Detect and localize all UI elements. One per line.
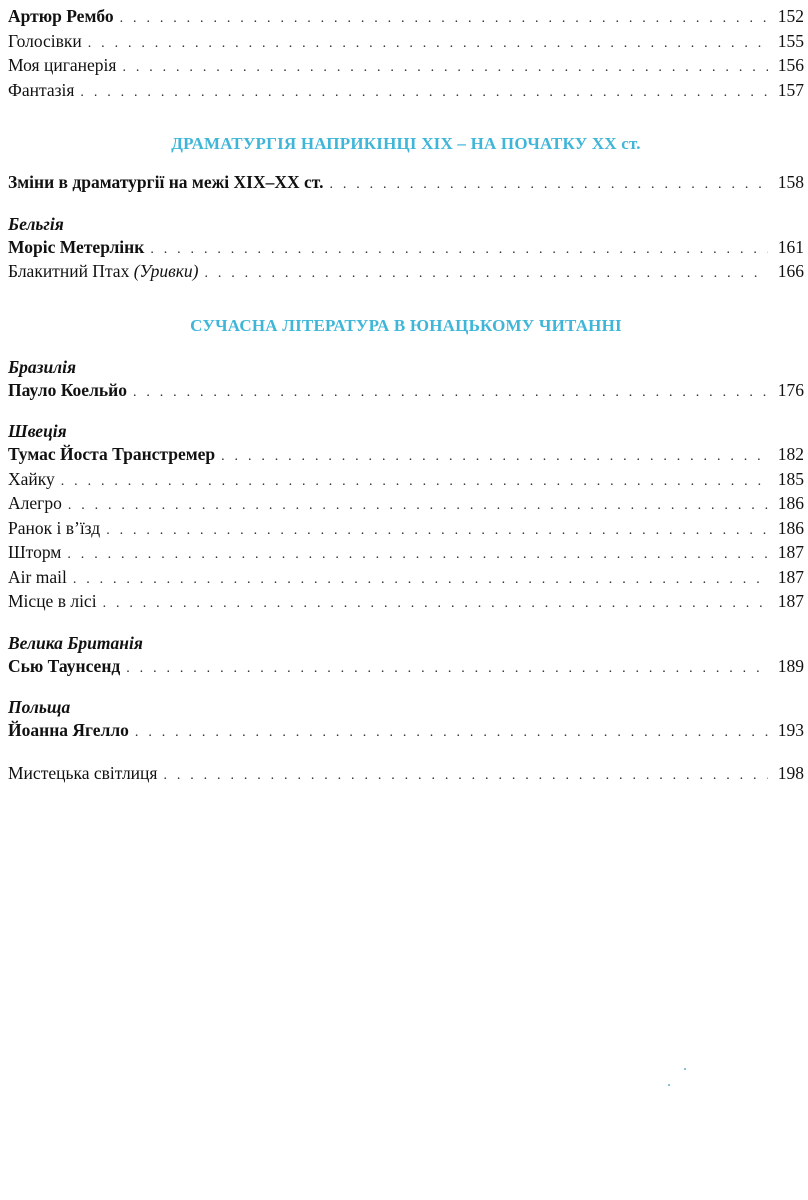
section-heading-drama: ДРАМАТУРГІЯ НАПРИКІНЦІ XIX – НА ПОЧАТКУ XX ст.: [171, 134, 641, 153]
toc-page-number: 189: [777, 655, 804, 676]
toc-entry-title: Мистецька світлиця: [8, 762, 158, 783]
dot-leader: [73, 568, 768, 593]
toc-entry-work[interactable]: [8, 467, 804, 492]
toc-entry-title: [8, 259, 198, 284]
dot-leader: [204, 262, 768, 287]
toc-entry-work[interactable]: [8, 565, 804, 590]
toc-page-number: 158: [777, 172, 804, 192]
dot-leader: [126, 657, 768, 682]
country-heading: Велика Британія: [8, 632, 143, 653]
toc-entry-title: Шторм: [8, 542, 62, 562]
country-heading: Польща: [8, 697, 71, 717]
toc-entry-author[interactable]: [8, 654, 804, 679]
toc-entry-title: Сью Таунсенд: [8, 655, 121, 676]
toc-entry-final[interactable]: [8, 761, 804, 786]
work-title: Блакитний Птах: [8, 261, 130, 281]
toc-page-number: 155: [777, 30, 804, 51]
dot-leader: [103, 592, 768, 617]
toc-entry-chapter[interactable]: [8, 170, 804, 195]
toc-page-number: 161: [777, 236, 804, 257]
toc-entry-work[interactable]: [8, 78, 804, 103]
dot-leader: [67, 543, 768, 568]
toc-entry-title: Йоанна Ягелло: [8, 720, 129, 740]
country-heading: Швеція: [8, 421, 67, 441]
toc-page-number: 187: [777, 566, 804, 587]
toc-entry-author[interactable]: [8, 718, 804, 743]
country-heading: Бельгія: [8, 213, 64, 234]
toc-entry-title: Хайку: [8, 468, 55, 489]
dot-leader: [163, 764, 768, 789]
toc-page-number: 186: [777, 493, 804, 513]
dot-leader: [106, 519, 768, 544]
table-of-contents: [8, 4, 804, 785]
toc-entry-title: Air mail: [8, 566, 67, 587]
toc-entry-title: Голосівки: [8, 30, 82, 51]
dot-leader: [150, 238, 768, 263]
toc-entry-title: Ранок і в’їзд: [8, 517, 101, 538]
toc-page-number: 193: [777, 720, 804, 740]
toc-page-number: 152: [777, 6, 804, 26]
dot-leader: [88, 32, 768, 57]
toc-page-number: 186: [777, 517, 804, 538]
scan-speck: [684, 1068, 686, 1070]
toc-entry-author[interactable]: [8, 378, 804, 403]
dot-leader: [135, 721, 768, 746]
toc-page-number: 185: [777, 468, 804, 489]
dot-leader: [329, 173, 768, 198]
dot-leader: [133, 381, 768, 406]
toc-page-number: 187: [777, 591, 804, 611]
dot-leader: [120, 7, 768, 32]
section-heading-modern: СУЧАСНА ЛІТЕРАТУРА В ЮНАЦЬКОМУ ЧИТАННІ: [190, 315, 622, 335]
toc-entry-title: Артюр Рембо: [8, 6, 114, 26]
toc-entry-work[interactable]: [8, 589, 804, 614]
toc-page-number: 182: [777, 444, 804, 464]
toc-entry-title: Місце в лісі: [8, 591, 97, 611]
toc-entry-work[interactable]: [8, 53, 804, 78]
toc-entry-author[interactable]: [8, 235, 804, 260]
dot-leader: [68, 494, 768, 519]
toc-page-number: 198: [777, 762, 804, 783]
toc-page-number: 157: [777, 79, 804, 100]
toc-entry-title: Моя циганерія: [8, 55, 117, 75]
toc-entry-title: Тумас Йоста Транстремер: [8, 444, 216, 464]
country-heading: Бразилія: [8, 356, 77, 377]
toc-entry-title: Фантазія: [8, 79, 75, 100]
toc-page-number: 187: [777, 542, 804, 562]
toc-entry-title: Пауло Коельйо: [8, 379, 127, 400]
toc-entry-work[interactable]: [8, 29, 804, 54]
toc-entry-work[interactable]: [8, 259, 804, 284]
dot-leader: [80, 81, 768, 106]
toc-page-number: 156: [777, 55, 804, 75]
dot-leader: [122, 56, 768, 81]
toc-entry-title: Моріс Метерлінк: [8, 236, 145, 257]
toc-entry-title: Зміни в драматургії на межі XIX–XX ст.: [8, 172, 324, 192]
dot-leader: [61, 470, 768, 495]
toc-page-number: 166: [777, 261, 804, 281]
toc-entry-author[interactable]: [8, 4, 804, 29]
toc-entry-work[interactable]: [8, 491, 804, 516]
toc-entry-work[interactable]: [8, 540, 804, 565]
scan-speck: [668, 1084, 670, 1086]
toc-entry-author[interactable]: [8, 442, 804, 467]
dot-leader: [221, 445, 768, 470]
work-note: (Уривки): [133, 261, 199, 281]
toc-entry-title: Алегро: [8, 493, 62, 513]
toc-page-number: 176: [777, 379, 804, 400]
toc-entry-work[interactable]: [8, 516, 804, 541]
